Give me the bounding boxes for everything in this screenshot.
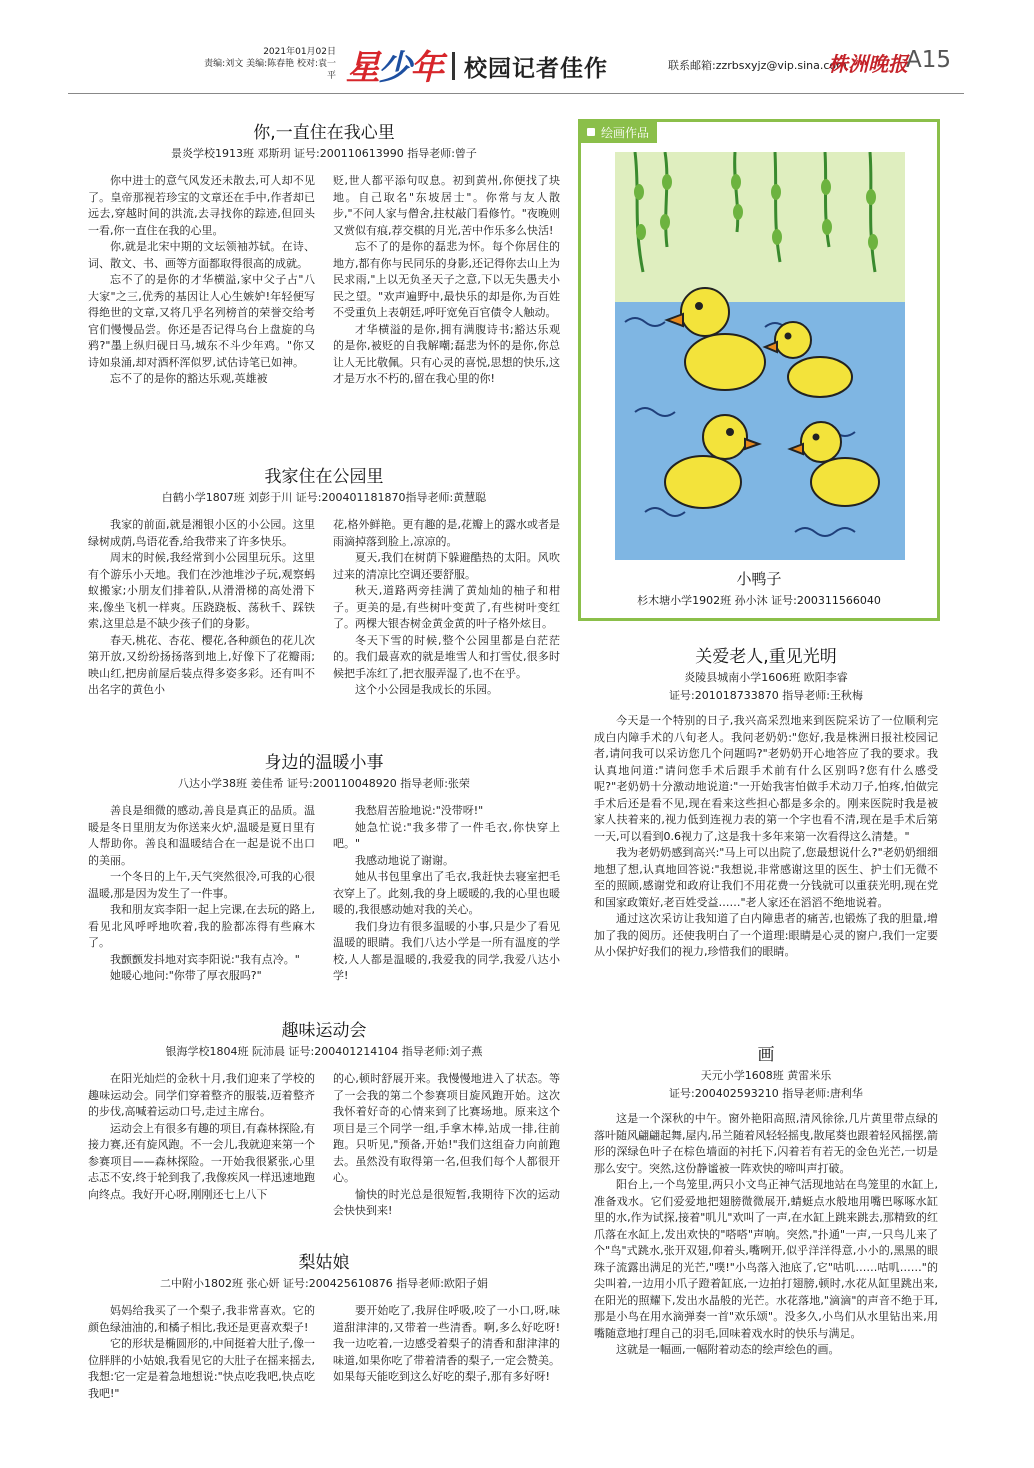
logo-char-3: 年 bbox=[410, 48, 442, 88]
paragraph: 你,就是北宋中期的文坛领袖苏轼。在诗、词、散文、书、画等方面都取得很高的成就。 bbox=[88, 240, 315, 270]
paragraph: 春天,桃花、杏花、樱花,各种颜色的花儿次第开放,又纷纷扬扬落到地上,好像下了花瓣雨;映山红,把房前屋后装点得多姿多彩。还有叫不出名字的黄色小 bbox=[88, 633, 315, 696]
article-title: 梨姑娘 bbox=[298, 1253, 350, 1273]
paragraph: 夏天,我们在树荫下躲避酷热的太阳。风吹过来的清凉比空调还要舒服。 bbox=[333, 551, 560, 581]
paragraph: 的心,顿时舒展开来。我慢慢地进入了状态。等了一会我的第二个参赛项目旋风跑开始。这次我怀着好奇的心情来到了比赛场地。原来这个项目是三个同学一组,手拿木棒,站成一排,往前跑。只听见,"预备,开始!"我们这组奋力向前跑去。虽然没有取得第一名,但我们每个人都很开心。 bbox=[333, 1072, 560, 1184]
article-1 bbox=[88, 118, 560, 388]
paragraph: 我愁眉苦脸地说:"没带呀!" bbox=[355, 804, 484, 817]
paragraph: 一个冬日的上午,天气突然很冷,可我的心很温暖,那是因为发生了一件事。 bbox=[88, 870, 315, 900]
paragraph: 忘不了的是你的才华横溢,家中父子占"八大家"之三,优秀的基因让人心生嫉妒!年轻便写得绝世的文章,又将几乎名列榜首的荣誉交给考官们慢慢品尝。你还是否记得乌台上盘旋的乌鸦?"墨上纵归砚日马,城东不斗少年鸡。"你又诗如泉涌,却对酒杯浑似罗,试估诗笔已如神。 bbox=[88, 273, 315, 369]
article-title: 关爱老人,重见光明 bbox=[695, 647, 837, 667]
body-column-left bbox=[88, 803, 315, 985]
paragraph: 它的形状是椭圆形的,中间挺着大肚子,像一位胖胖的小姑娘,我看见它的大肚子在摇来摇去,我想:它一定是着急地想说:"快点吃我吧,快点吃我吧!" bbox=[88, 1337, 315, 1400]
article-title: 画 bbox=[757, 1045, 775, 1065]
body-column-left bbox=[88, 173, 315, 388]
paragraph: 我感动地说了谢谢。 bbox=[355, 853, 454, 867]
paragraph: 今天是一个特别的日子,我兴高采烈地来到医院采访了一位顺利完成白内障手术的八旬老人。我问老奶奶:"您好,我是株洲日报社校园记者,请问我可以采访您几个问题吗?"老奶奶开心地答应了我的要求。我认真地问道:"请问您手术后跟手术前有什么区别吗?您有什么感受呢?"老奶奶十分激动地说道:"一开始我害怕做手术动刀子,怕疼,怕做完手术后还是看不见,现在看来这些担心都是多余的。刚来医院时我是被家人扶着来的,视力低到连视力表的第一个字也看不清,现在是手术后第一天,可以看到0.6视力了,这是我十多年来第一次看得这么清楚。" bbox=[594, 714, 938, 843]
paragraph: 通过这次采访让我知道了白内障患者的痛苦,也锻炼了我的胆量,增加了我的阅历。还使我明白了一个道理:眼睛是心灵的窗户,我们一定要从小保护好我们的视力,珍惜我们的眼睛。 bbox=[594, 912, 938, 958]
body-column-left bbox=[88, 1303, 315, 1402]
paragraph: 她急忙说:"我多带了一件毛衣,你快穿上吧。" bbox=[333, 820, 560, 850]
body-column-right bbox=[333, 1303, 560, 1402]
article-4 bbox=[88, 1016, 560, 1220]
water bbox=[615, 302, 905, 560]
paragraph: 冬天下雪的时候,整个公园里都是白茫茫的。我们最喜欢的就是堆雪人和打雪仗,很多时候把手冻红了,把衣服弄湿了,也不在乎。 bbox=[333, 633, 560, 680]
article-6 bbox=[594, 642, 938, 961]
paragraph: 我家的前面,就是湘银小区的小公园。这里绿树成荫,鸟语花香,给我带来了许多快乐。 bbox=[88, 518, 315, 548]
paragraph: 阳台上,一个鸟笼里,两只小文鸟正神气活现地站在鸟笼里的水缸上,准备戏水。它们爱爱地把翅膀微微展开,蜻蜓点水般地用嘴巴啄啄水缸里的水,作为试探,接着"叽儿"欢叫了一声,在水缸上跳来跳去,那精致的红爪落在水缸上,发出欢快的"嗒嗒"声响。突然,"扑通"一声,一只鸟儿来了个"鸟"式跳水,张开双翅,仰着头,嘴咧开,似乎洋洋得意,小小的,黑黑的眼珠子流露出满足的光芒,"噗!"小鸟落入池底了,它"咕叽……咕叽……"的尖叫着,一边用小爪子蹬着缸底,一边拍打翅膀,顿时,水花从缸里跳出来,在阳光的照耀下,发出水晶般的光芒。水花落地,"滴滴"的声音不绝于耳,那是小鸟在用水滴弹奏一首"欢乐颂"。没多久,小鸟们从水里钻出来,用嘴随意地打理自己的羽毛,回味着戏水时的快乐与满足。 bbox=[594, 1178, 938, 1340]
drawing-credit: 杉木塘小学1902班 孙小沐 证号:200311566040 bbox=[637, 594, 881, 607]
article-byline: 景炎学校1913班 邓斯玥 证号:200110613990 指导老师:曾子 bbox=[171, 147, 477, 160]
article-body bbox=[88, 1303, 560, 1402]
section-title: 校园记者佳作 bbox=[464, 56, 608, 82]
article-7 bbox=[594, 1040, 938, 1359]
paragraph: 这是一个深秋的中午。窗外艳阳高照,清风徐徐,几片黄里带点绿的落叶随风翩翩起舞,屋内,吊兰随着风轻轻摇曳,散尾葵也跟着轻风摇摆,箭形的深绿色叶子在棕色墙面的衬托下,闪着若有若无的金色光芒,一切是那么安宁。突然,这份静谧被一阵欢快的啼叫声打破。 bbox=[594, 1112, 938, 1175]
article-title: 我家住在公园里 bbox=[264, 467, 384, 487]
paragraph: 善良是细微的感动,善良是真正的品质。温暖是冬日里朋友为你送来火炉,温暖是夏日里有人帮助你。善良和温暖结合在一起是说不出口的美丽。 bbox=[88, 804, 315, 867]
paragraph: 这个小公园是我成长的乐园。 bbox=[355, 683, 498, 696]
body-column-right bbox=[333, 803, 560, 985]
issue-date: 2021年01月02日 bbox=[263, 47, 336, 57]
article-title: 你,一直住在我心里 bbox=[253, 123, 395, 143]
drawing-panel bbox=[578, 119, 940, 621]
paragraph: 花,格外鲜艳。更有趣的是,花瓣上的露水或者是雨滴掉落到脸上,凉凉的。 bbox=[333, 518, 560, 548]
article-byline: 八达小学38班 姜佳希 证号:200110048920 指导老师:张荣 bbox=[178, 777, 470, 790]
paragraph: 运动会上有很多有趣的项目,有森林探险,有接力赛,还有旋风跑。不一会儿,我就迎来第一个参赛项目——森林探险。一开始我很紧张,心里忐忑不安,终于轮到我了,我像疾风一样迅速地跑向终点。我好开心呀,刚刚还七上八下 bbox=[88, 1121, 315, 1201]
article-5 bbox=[88, 1248, 560, 1402]
page-header bbox=[0, 0, 1034, 95]
paragraph: 秋天,道路两旁挂满了黄灿灿的柚子和柑子。更美的是,有些树叶变黄了,有些树叶变红了。两棵大银杏树金黄金黄的叶子格外炫目。 bbox=[333, 584, 560, 630]
article-2 bbox=[88, 462, 560, 699]
paragraph: 才华横溢的是你,拥有满腹诗书;豁达乐观的是你,被贬的自我解嘲;磊悲为怀的是你,你总让人无比敬佩。只有心灵的喜悦,思想的快乐,这才是万水不朽的,留在我心里的你! bbox=[333, 322, 560, 385]
paragraph: 我和朋友宾李阳一起上完课,在去玩的路上,看见北风呼呼地吹着,我的脸都冻得有些麻木了。 bbox=[88, 903, 315, 949]
article-3 bbox=[88, 748, 560, 985]
paragraph: 这就是一幅画,一幅附着动态的绘声绘色的画。 bbox=[616, 1343, 840, 1356]
article-title: 趣味运动会 bbox=[281, 1021, 367, 1041]
header-meta bbox=[196, 46, 336, 82]
paragraph: 忘不了的是你的磊悲为怀。每个你居住的地方,都有你与民同乐的身影,还记得你去山上为民求雨,"上以无负圣天子之意,下以无失愚夫小民之望。"欢声遍野中,最快乐的却是你,为百姓不受重负上表朝廷,呼吁宽免百官债令人触动。 bbox=[333, 240, 560, 319]
paragraph: 妈妈给我买了一个梨子,我非常喜欢。它的颜色绿油油的,和橘子相比,我还是更喜欢梨子! bbox=[88, 1304, 315, 1334]
article-body bbox=[88, 1071, 560, 1220]
page-number: A15 bbox=[906, 47, 952, 73]
paragraph: 我为老奶奶感到高兴:"马上可以出院了,您最想说什么?"老奶奶细细地想了想,认真地回答说:"我想说,非常感谢这里的医生、护士们无微不至的照顾,感谢党和政府让我们不用花费一分钱就可以重获光明,现在党和国家政策好,老百姓受益……"老人家还在滔滔不绝地说着。 bbox=[594, 846, 938, 909]
newspaper-logo: 株洲晚报 bbox=[828, 52, 908, 76]
article-credential: 证号:201018733870 指导老师:王秋梅 bbox=[669, 689, 863, 702]
paragraph: 在阳光灿烂的金秋十月,我们迎来了学校的趣味运动会。同学们穿着整齐的服装,迈着整齐的步伐,高喊着运动口号,走过主席台。 bbox=[88, 1072, 315, 1118]
editor-credits: 责编:刘文 美编:陈春艳 校对:袁一平 bbox=[204, 59, 336, 81]
paragraph: 忘不了的是你的豁达乐观,英雄被 bbox=[110, 372, 268, 385]
paragraph: 贬,世人都平添句叹息。初到黄州,你便找了块地。自己取名"东坡居士"。你常与友人散步,"不问人家与僧舍,拄杖敲门看修竹。"夜晚则又赏似有痕,荐交棋的月光,苦中作乐多么快活! bbox=[333, 174, 560, 237]
paragraph: 她暖心地问:"你带了厚衣服吗?" bbox=[110, 969, 262, 982]
article-body bbox=[88, 803, 560, 985]
drawing-title: 小鸭子 bbox=[736, 570, 782, 588]
article-byline: 银海学校1804班 阮沛晨 证号:200401214104 指导老师:刘子燕 bbox=[165, 1045, 483, 1058]
logo-char-2: 少 bbox=[378, 48, 410, 88]
article-credential: 证号:200402593210 指导老师:唐利华 bbox=[669, 1087, 863, 1100]
article-byline: 天元小学1608班 黄雷米乐 bbox=[700, 1069, 832, 1082]
paragraph: 我们身边有很多温暖的小事,只是少了看见温暖的眼睛。我们八达小学是一所有温度的学校,人人都是温暖的,我爱我的同学,我爱八达小学! bbox=[333, 919, 560, 982]
body-column-left bbox=[88, 1071, 315, 1220]
logo-char-1: 星 bbox=[346, 48, 378, 88]
article-byline: 炎陵县城南小学1606班 欧阳李睿 bbox=[684, 671, 848, 684]
column-logo bbox=[346, 40, 442, 89]
body-column-right bbox=[333, 1071, 560, 1220]
article-body bbox=[594, 713, 938, 961]
body-column-right bbox=[333, 173, 560, 388]
body-column-right bbox=[333, 517, 560, 699]
drawing-tag: 绘画作品 bbox=[581, 122, 657, 143]
sky-green bbox=[615, 152, 905, 302]
paragraph: 要开始吃了,我屏住呼吸,咬了一小口,呀,味道甜津津的,又带着一些清香。啊,多么好吃呀!我一边吃着,一边感受着梨子的清香和甜津津的味道,如果你吃了带着清香的梨子,一定会赞美。如果每天能吃到这么好吃的梨子,那有多好呀! bbox=[333, 1304, 560, 1383]
paragraph: 愉快的时光总是很短暂,我期待下次的运动会快快到来! bbox=[333, 1187, 560, 1217]
duck-drawing bbox=[615, 152, 905, 560]
article-body bbox=[88, 173, 560, 388]
paragraph: 你中进士的意气风发还未散去,可人却不见了。皇帝那视若珍宝的文章还在手中,作者却已远去,穿越时间的洪流,去寻找你的踪迹,但回头一看,你一直住在我的心里。 bbox=[88, 174, 315, 237]
body-column-left bbox=[88, 517, 315, 699]
header-divider bbox=[452, 52, 455, 80]
article-byline: 二中附小1802班 张心妍 证号:200425610876 指导老师:欧阳子娟 bbox=[160, 1277, 488, 1290]
article-body bbox=[88, 517, 560, 699]
article-body bbox=[594, 1111, 938, 1359]
contact-email: 联系邮箱:zzrbsxyjz@vip.sina.com bbox=[668, 59, 847, 72]
article-title: 身边的温暖小事 bbox=[264, 753, 384, 773]
article-byline: 白鹤小学1807班 刘彭于川 证号:200401181870指导老师:黄慧聪 bbox=[161, 491, 487, 504]
paragraph: 我颤颤发抖地对宾李阳说:"我有点冷。" bbox=[110, 952, 300, 966]
paragraph: 周末的时候,我经常到小公园里玩乐。这里有个游乐小天地。我们在沙池堆沙子玩,观察蚂蚁搬家;小朋友们排着队,从滑滑梯的高处滑下来,像坐飞机一样爽。压跷跷板、荡秋千、踩铁索,这里总是不缺少孩子们的身影。 bbox=[88, 551, 315, 630]
paragraph: 她从书包里拿出了毛衣,我赶快去寝室把毛衣穿上了。此刻,我的身上暖暖的,我的心里也暖暖的,我很感动她对我的关心。 bbox=[333, 870, 560, 916]
header-rule bbox=[68, 93, 964, 94]
